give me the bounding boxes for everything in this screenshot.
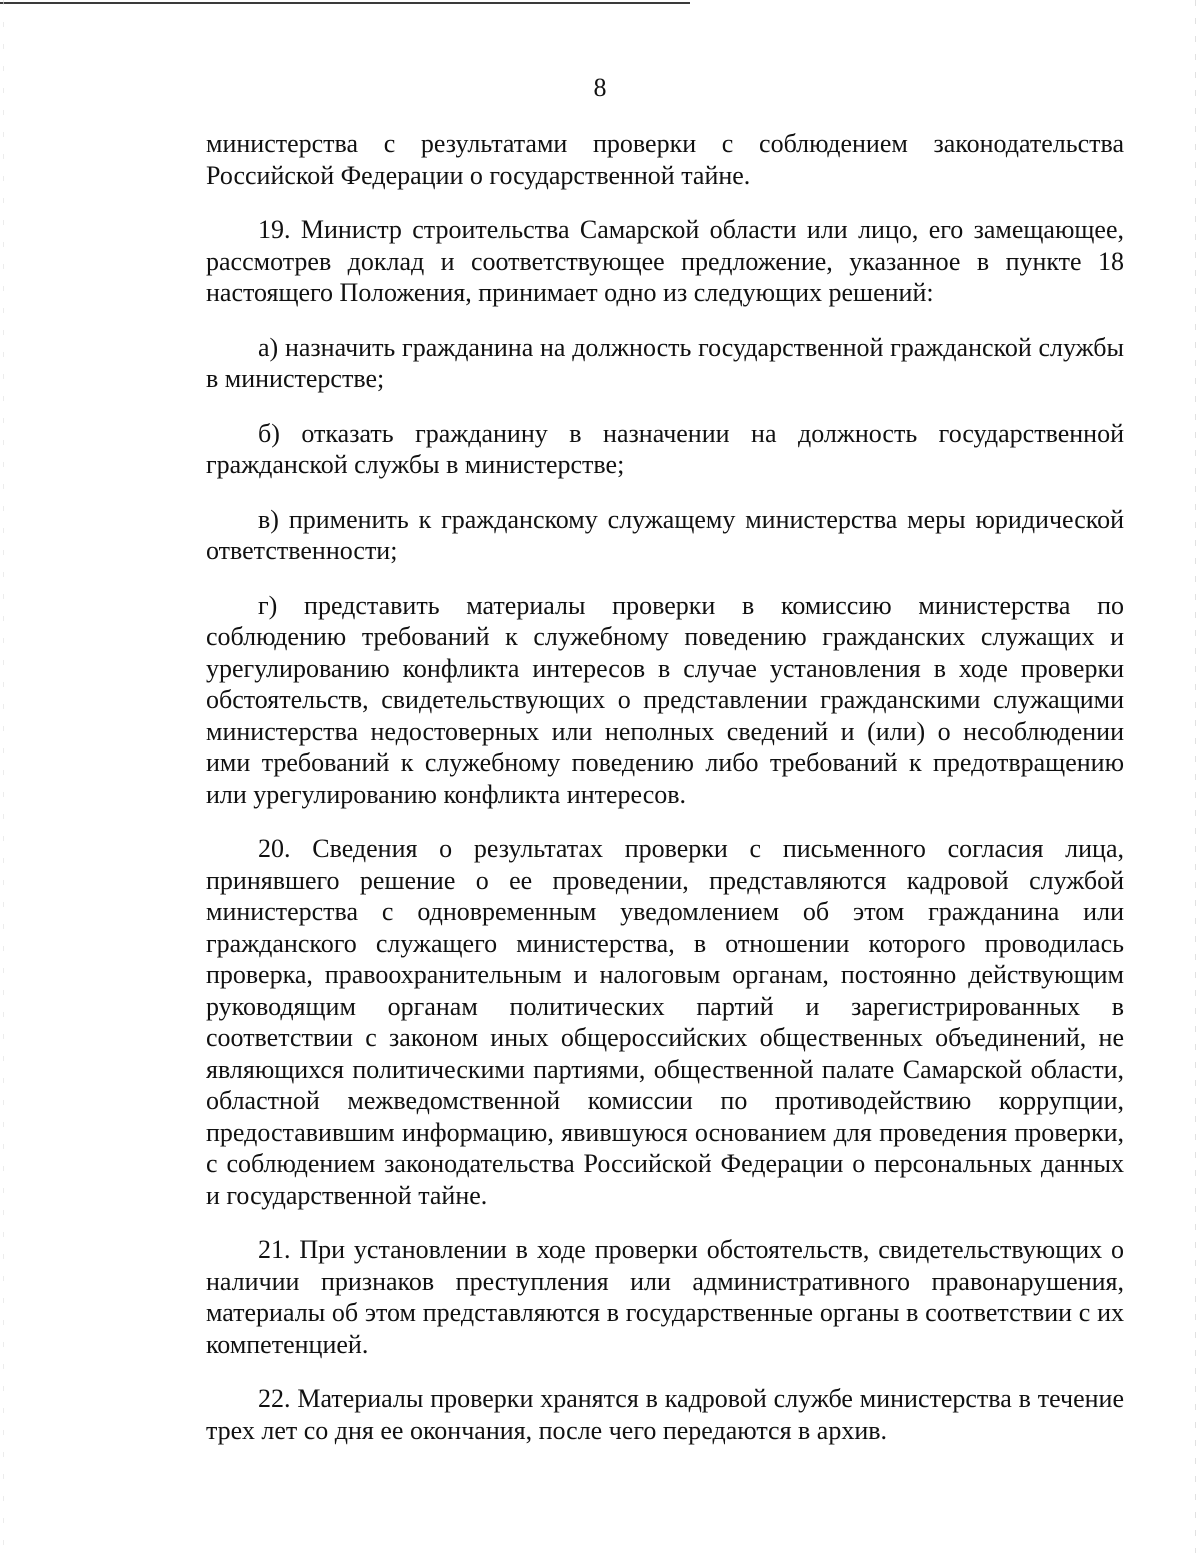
paragraph-19-v: в) применить к гражданскому служащему министерства меры юридической ответственности; — [206, 504, 1124, 565]
page-number: 8 — [593, 73, 607, 102]
scan-top-line — [0, 2, 690, 4]
paragraph-19-b: б) отказать гражданину в назначении на должность государственной гражданской службы в министерстве; — [206, 418, 1124, 479]
paragraph-continuation: министерства с результатами проверки с соблюдением законодательства Российской Федерации о государственной тайне. — [206, 129, 1124, 190]
paragraph-22: 22. Материалы проверки хранятся в кадровой службе министерства в течение трех лет со дня ее окончания, после чего передаются в архив. — [206, 1384, 1124, 1445]
paragraph-19-a: а) назначить гражданина на должность государственной гражданской службы в министерстве; — [206, 332, 1124, 393]
document-body — [206, 128, 1124, 1446]
scan-left-edge — [3, 0, 4, 1553]
scan-right-edge — [1195, 0, 1196, 1553]
paragraph-19: 19. Министр строительства Самарской области или лицо, его замещающее, рассмотрев доклад и соответствующее предложение, указанное в пункте 18 настоящего Положения, принимает одно из следующих решений: — [206, 215, 1124, 307]
paragraph-19-g: г) представить материалы проверки в комиссию министерства по соблюдению требований к служебному поведению гражданских служащих и урегулированию конфликта интересов в случае установления в ходе проверки обстоятельств, свидетельствующих о представлении гражданскими служащими министерства недостоверных или неполных сведений и (или) о несоблюдении ими требований к служебному поведению либо требований к предотвращению или урегулированию конфликта интересов. — [206, 590, 1124, 809]
paragraph-21: 21. При установлении в ходе проверки обстоятельств, свидетельствующих о наличии признаков преступления или административного правонарушения, материалы об этом представляются в государственные органы в соответствии с их компетенцией. — [206, 1235, 1124, 1359]
paragraph-20: 20. Сведения о результатах проверки с письменного согласия лица, принявшего решение о ее проведении, представляются кадровой службой министерства с одновременным уведомлением об этом гражданина или гражданского служащего министерства, в отношении которого проводилась проверка, правоохранительным и налоговым органам, постоянно действующим руководящим органам политических партий и зарегистрированных в соответствии с законом иных общероссийских общественных объединений, не являющихся политическими партиями, общественной палате Самарской области, областной межведомственной комиссии по противодействию коррупции, предоставившим информацию, явившуюся основанием для проведения проверки, с соблюдением законодательства Российской Федерации о персональных данных и государственной тайне. — [206, 834, 1124, 1210]
